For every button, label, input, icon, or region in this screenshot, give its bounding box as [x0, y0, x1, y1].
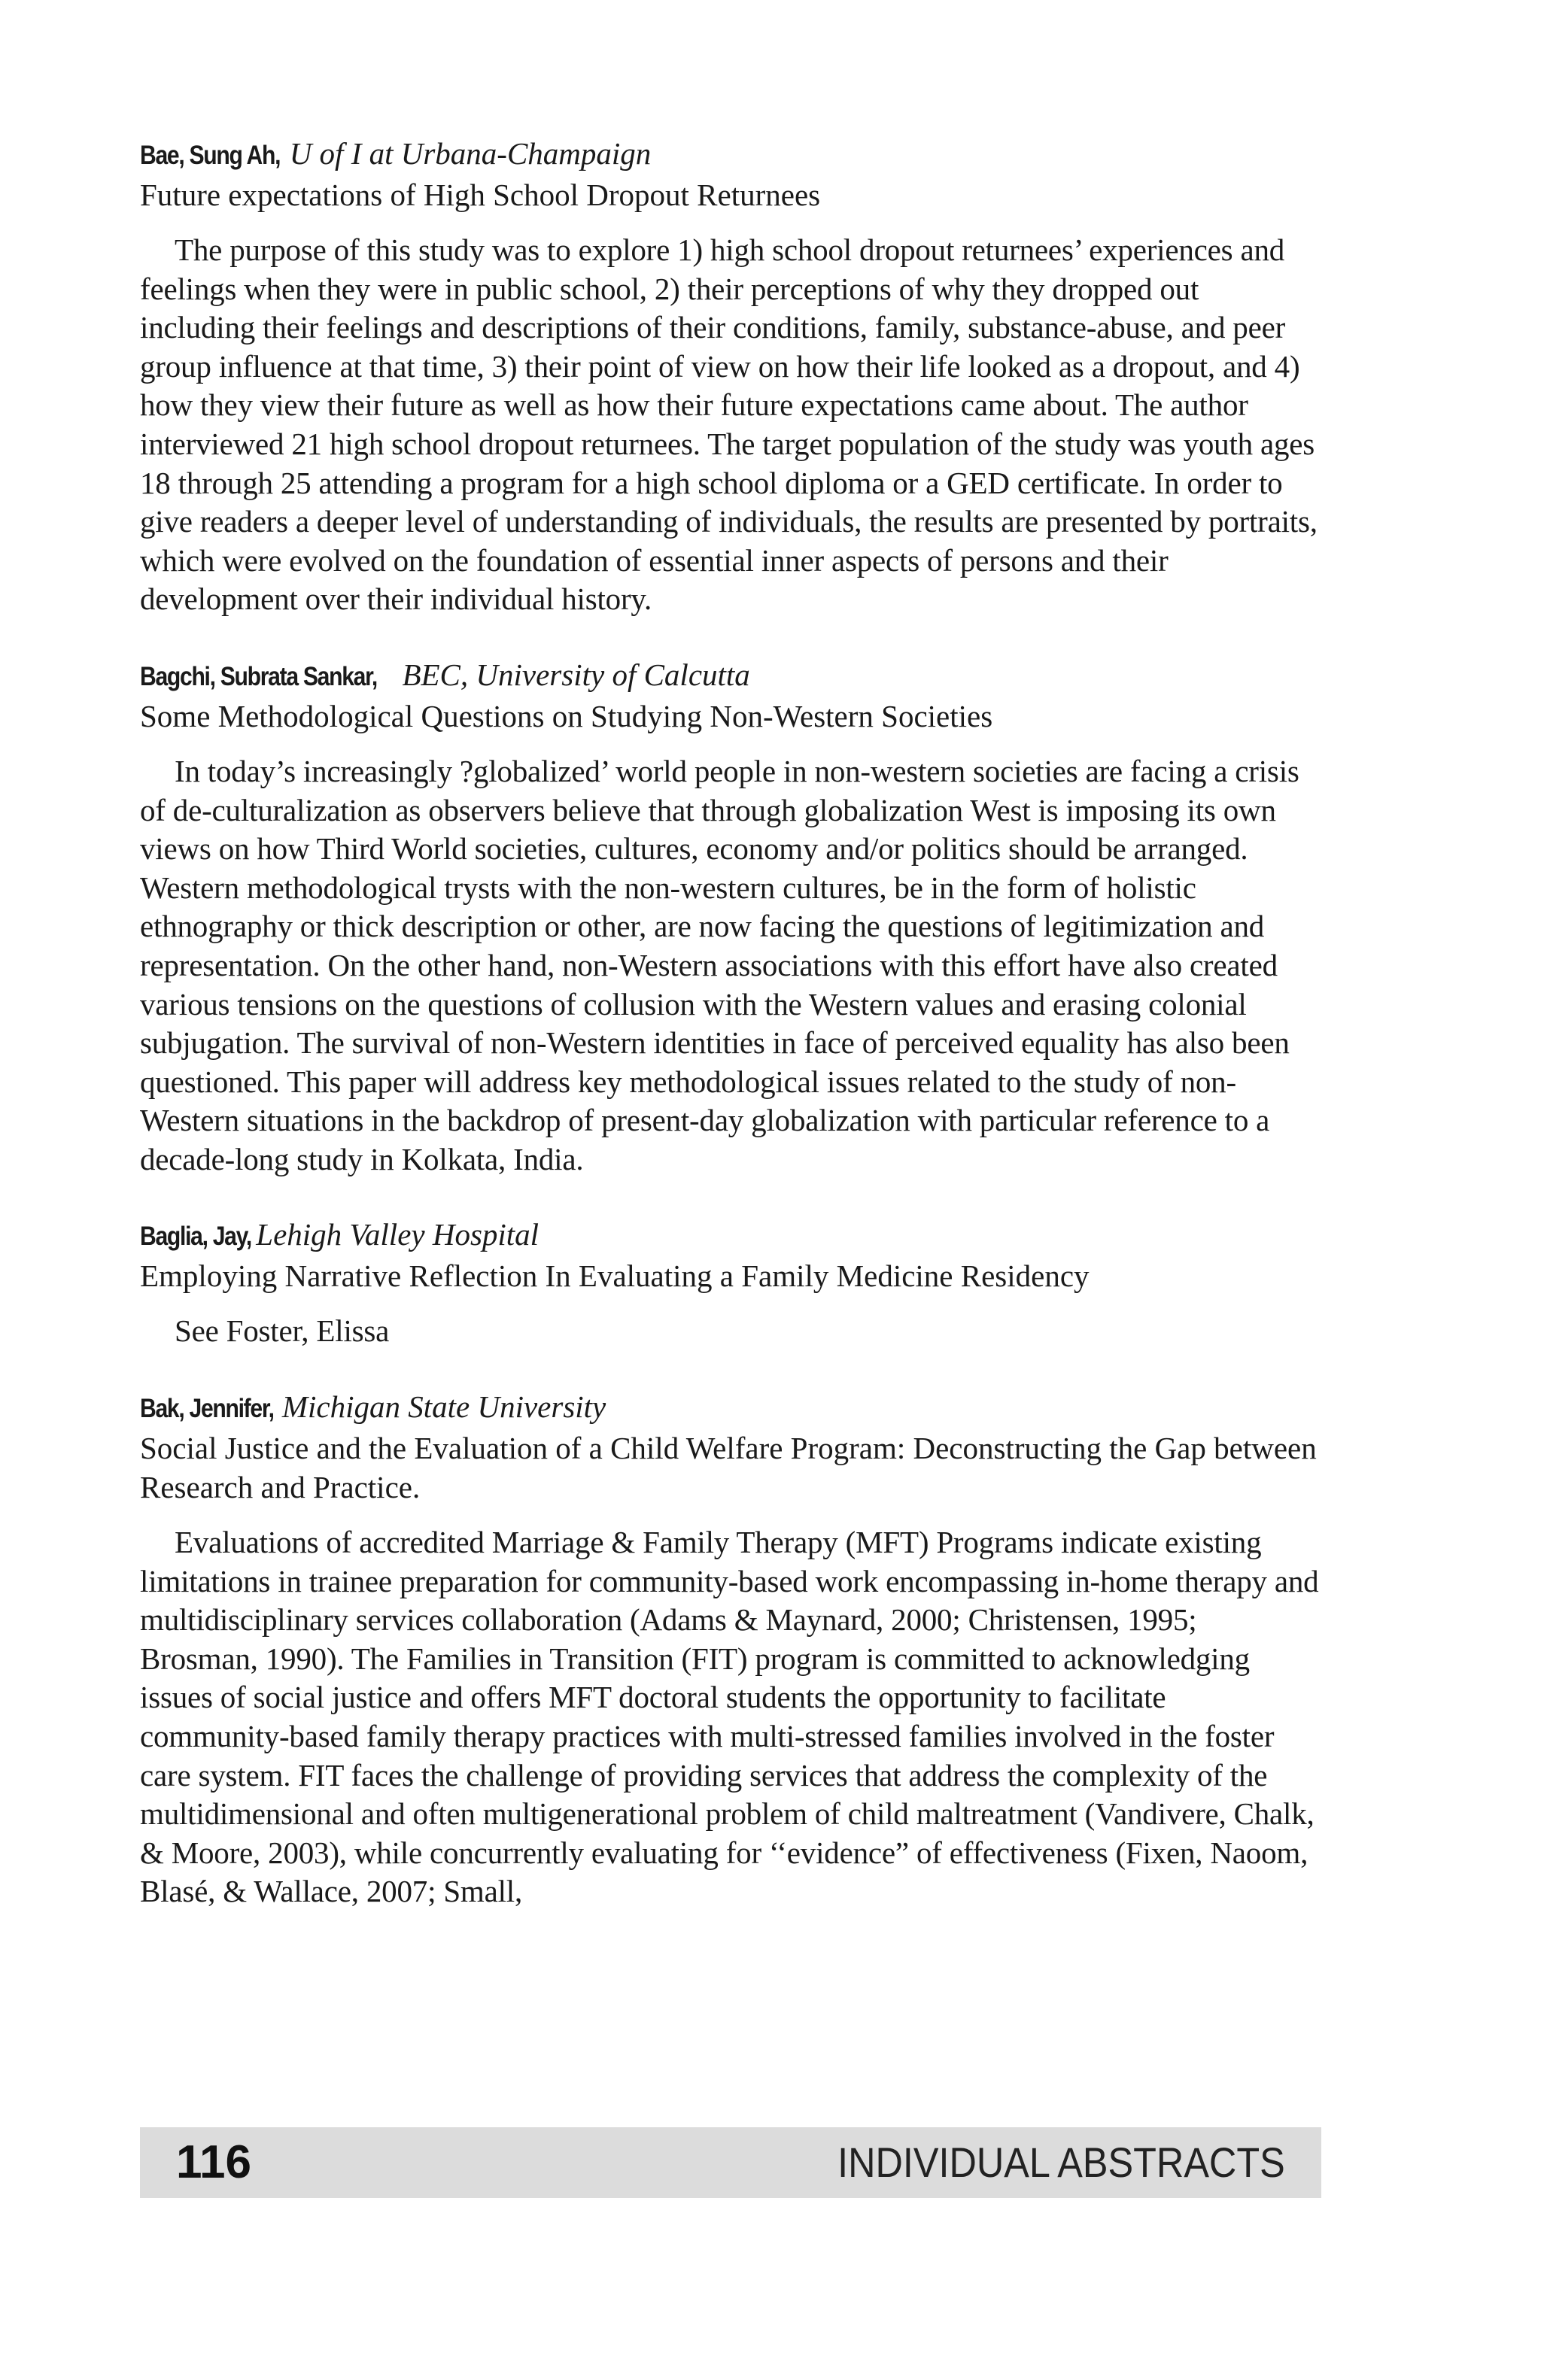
author-name: Bae, Sung Ah,: [140, 141, 281, 170]
author-affiliation: BEC, University of Calcutta: [402, 657, 750, 692]
author-affiliation: Michigan State University: [281, 1389, 606, 1425]
page-number: 116: [176, 2136, 252, 2188]
entry-heading: [140, 134, 1321, 175]
author-affiliation: U of I at Urbana-Champaign: [289, 136, 652, 171]
abstract-entry: [140, 134, 1321, 619]
entry-heading: [140, 1215, 1321, 1256]
author-name: Baglia, Jay,: [140, 1222, 251, 1252]
entry-heading: [140, 1387, 1321, 1428]
abstract-body: Evaluations of accredited Marriage & Family Therapy (MFT) Programs indicate existing limitations in trainee preparation for community-based work encompassing in-home therapy and multidisciplinary services collaboration (Adams & Maynard, 2000; Christensen, 1995; Brosman, 1990). The Families in Transition (FIT) program is committed to acknowledging issues of social justice and offers MFT doctoral students the opportunity to facilitate community-based family therapy practices with multi-stressed families involved in the foster care system. FIT faces the challenge of providing services that address the complexity of the multidimensional and often multigenerational problem of child maltreatment (Vandivere, Chalk, & Moore, 2003), while concurrently evaluating for ‘‘evidence” of effectiveness (Fixen, Naoom, Blasé, & Wallace, 2007; Small,: [140, 1525, 1319, 1909]
author-name: Bagchi, Subrata Sankar,: [140, 661, 377, 691]
abstract-entry: [140, 1215, 1321, 1351]
entry-heading: [140, 655, 1321, 697]
abstract-entry: [140, 1387, 1321, 1911]
page-footer: [140, 2127, 1321, 2198]
section-title: INDIVIDUAL ABSTRACTS: [837, 2139, 1285, 2186]
abstract-body: The purpose of this study was to explore 1) high school dropout returnees’ experiences and feelings when they were in public school, 2) their perceptions of why they dropped out including their feelings and descriptions of their conditions, family, substance-abuse, and peer group influence at that time, 3) their point of view on how their life looked as a dropout, and 4) how they view their future as well as how their future expectations came about. The author interviewed 21 high school dropout returnees. The target population of the study was youth ages 18 through 25 attending a program for a high school diploma or a GED certificate. In order to give readers a deeper level of understanding of individuals, the results are presented by portraits, which were evolved on the foundation of essential inner aspects of persons and their development over their individual history.: [140, 232, 1318, 617]
abstract-body: In today’s increasingly ?globalized’ world people in non-western societies are facing a crisis of de-culturalization as observers believe that through globalization West is imposing its own views on how Third World societies, cultures, economy and/or politics should be arranged. Western methodological trysts with the non-western cultures, be in the form of holistic ethnography or thick description or other, are now facing the questions of legitimization and representation. On the other hand, non-Western associations with this effort have also created various tensions on the questions of collusion with the Western values and erasing colonial subjugation. The survival of non-Western identities in face of perceived equality has also been questioned. This paper will address key methodological issues related to the study of non-Western situations in the backdrop of present-day globalization with particular reference to a decade-long study in Kolkata, India.: [140, 753, 1299, 1176]
abstract-body: See Foster, Elissa: [175, 1313, 390, 1349]
abstracts-column: [140, 134, 1321, 1947]
abstract-title: Social Justice and the Evaluation of a Child Welfare Program: Deconstructing the Gap between Research and Practice.: [140, 1431, 1317, 1505]
author-name: Bak, Jennifer,: [140, 1394, 274, 1424]
abstract-title: Future expectations of High School Dropout Returnees: [140, 178, 821, 212]
abstract-title: Employing Narrative Reflection In Evaluating a Family Medicine Residency: [140, 1258, 1090, 1294]
author-affiliation: Lehigh Valley Hospital: [256, 1217, 540, 1252]
abstract-entry: [140, 655, 1321, 1179]
abstract-title: Some Methodological Questions on Studying Non-Western Societies: [140, 698, 993, 733]
